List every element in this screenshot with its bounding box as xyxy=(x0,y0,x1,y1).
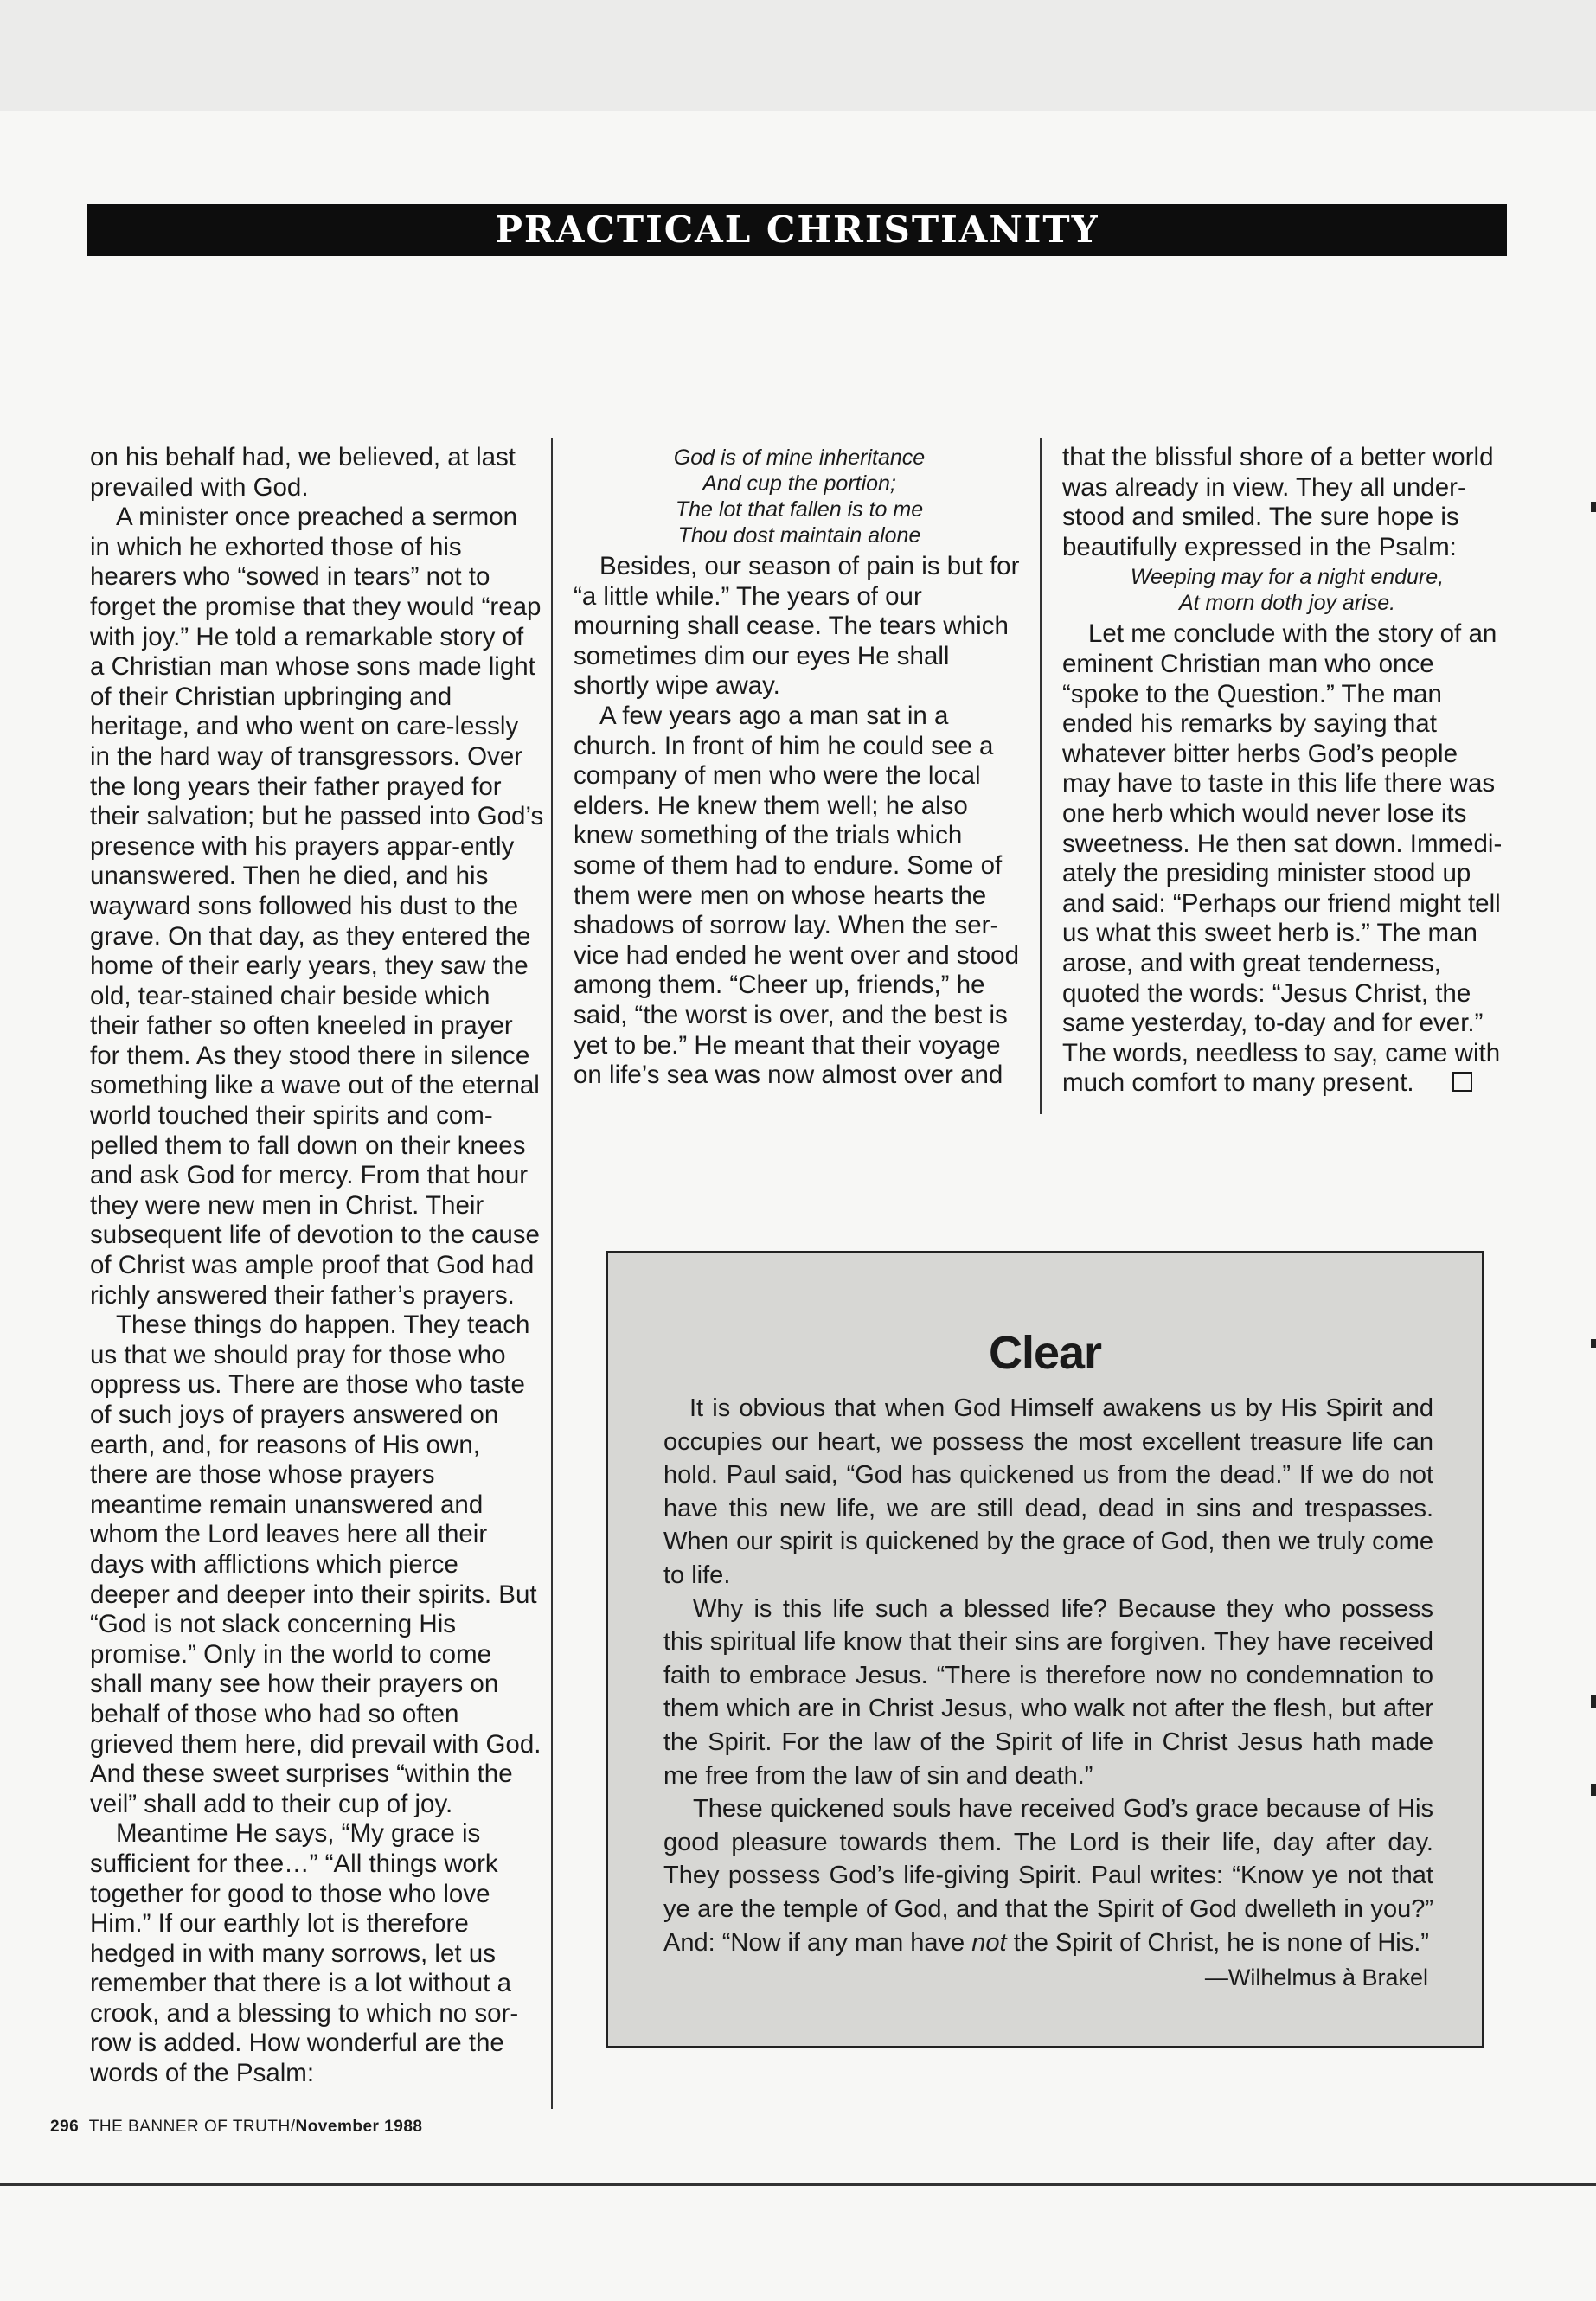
top-margin xyxy=(0,0,1596,111)
emphasis: not xyxy=(971,1928,1007,1957)
sidebar-paragraph: Why is this life such a blessed life? Because they who possess this spiritual life know that their sins are forgiven. They have received faith to embrace Jesus. “There is therefore now no condemnation to them which are in Christ Jesus, who walk not after the flesh, but after the Spirit. For the law of the Spirit of life in Christ Jesus hath made me free from the law of sin and death.” xyxy=(663,1594,1433,1790)
sidebar-body xyxy=(663,1392,1433,1959)
closing-text: Let me conclude with the story of an eminent Christian man who once “spoke to the Question.” The man ended his remarks by saying that whatever bitter herbs God’s people may have to taste in this life there was one herb which would never lose its sweetness. He then sat down. Immedi-ately the presiding minister stood up and said: “Perhaps our friend might tell us what this sweet herb is.” The man arose, and with great tenderness, quoted the words: “Jesus Christ, the same yesterday, to-day and for ever.” The words, needless to say, came with much comfort to many present. xyxy=(1062,619,1503,1098)
page-footer xyxy=(50,2118,422,2137)
page-number: 296 xyxy=(50,2118,80,2136)
article-column-3 xyxy=(1062,443,1512,1099)
scan-edge-mark xyxy=(1591,1695,1596,1708)
sidebar-attribution: —Wilhelmus à Brakel xyxy=(1204,1965,1428,1990)
sidebar-paragraph: These quickened souls have received God’s grace because of His good pleasure towards them. The Lord is their life, day after day. They possess God’s life-giving Spirit. Paul writes: “Know ye not that ye are the temple of God, and that the Spirit of God dwelleth in you?” And: “Now if any man have not the Spirit of Christ, he is none of His.” xyxy=(663,1795,1433,1957)
poem-line: At morn doth joy arise. xyxy=(1178,591,1396,616)
paragraph: A minister once preached a sermon in which he exhorted those of his hearers who “sowed in tears” not to forget the promise that they would “reap with joy.” He told a remarkable story of a Christian man whose sons made light of their Christian upbringing and heritage, and who went on care-lessly in the hard way of transgressors. Over the long years their father prayed for their salvation; but he passed into God’s presence with his prayers appar-ently unanswered. Then he died, and his wayward sons followed his dust to the grave. On that day, as they entered the home of their early years, they saw the old, tear-stained chair beside which their father so often kneeled in prayer for them. As they stood there in silence something like a wave out of the eternal world touched their spirits and com-pelled them to fall down on their knees and ask God for mercy. From that hour they were new men in Christ. Their subsequent life of devotion to the cause of Christ was ample proof that God had richly answered their father’s prayers. xyxy=(90,503,544,1310)
section-banner: PRACTICAL CHRISTIANITY xyxy=(87,204,1507,256)
psalm-quote xyxy=(574,445,1025,548)
paragraph: Besides, our season of pain is but for “a little while.” The years of our mourning shall cease. The tears which sometimes dim our eyes He shall shortly wipe away. xyxy=(574,552,1020,701)
issue-date: November 1988 xyxy=(295,2118,423,2136)
closing-paragraph xyxy=(1062,619,1512,1099)
poem-line: And cup the portion; xyxy=(702,471,896,496)
sidebar-title: Clear xyxy=(988,1327,1102,1379)
paragraph: A few years ago a man sat in a church. In front of him he could see a company of men who were the local elders. He knew them well; he also knew something of the trials which some of them had to endure. Some of them were men on whose hearts the shadows of sorrow lay. When the ser-vice had ended he went over and stood among them. “Cheer up, friends,” he said, “the worst is over, and the best is yet to be.” He meant that their voyage on life’s sea was now almost over and xyxy=(574,701,1019,1090)
paragraph: These things do happen. They teach us that we should pray for those who oppress us. There are those who taste of such joys of prayers answered on earth, and, for reasons of His own, there are those whose prayers meantime remain unanswered and whom the Lord leaves here all their days with afflictions which pierce deeper and deeper into their spirits. But “God is not slack concerning His promise.” Only in the world to come shall many see how their prayers on behalf of those who had so often grieved them here, did prevail with God. And these sweet surprises “within the veil” shall add to their cup of joy. xyxy=(90,1311,542,1818)
paragraph: that the blissful shore of a better world was already in view. They all under-stood and smiled. The sure hope is beautifully expressed in the Psalm: xyxy=(1062,443,1494,561)
column-divider xyxy=(1040,438,1042,1114)
poem-line: Thou dost maintain alone xyxy=(677,523,921,548)
end-of-article-icon xyxy=(1452,1072,1472,1092)
poem-line: God is of mine inheritance xyxy=(673,445,926,470)
poem-line: Weeping may for a night endure, xyxy=(1130,565,1445,590)
sidebar-paragraph: It is obvious that when God Himself awakens us by His Spirit and occupies our heart, we possess the most excellent treasure life can hold. Paul said, “God has quickened us from the dead.” If we do not have this new life, we are still dead, dead in sins and trespasses. When our spirit is quickened by the grace of God, then we truly come to life. xyxy=(663,1394,1433,1589)
sidebar-box xyxy=(606,1251,1484,2048)
scan-edge-mark xyxy=(1591,502,1596,512)
paragraph: Meantime He says, “My grace is sufficient for thee…” “All things work together for good to those who love Him.” If our earthly lot is therefore hedged in with many sorrows, let us remember that there is a lot without a crook, and a blessing to which no sor-row is added. How wonderful are the words of the Psalm: xyxy=(90,1819,519,2088)
paragraph: on his behalf had, we believed, at last prevailed with God. xyxy=(90,443,516,502)
scan-edge-mark xyxy=(1591,1784,1596,1796)
psalm-quote xyxy=(1062,564,1512,616)
article-column-2 xyxy=(574,443,1025,1091)
publication-name: THE BANNER OF TRUTH xyxy=(88,2118,291,2136)
column-divider xyxy=(551,438,553,2109)
bottom-rule xyxy=(0,2183,1596,2186)
scan-edge-mark xyxy=(1591,1339,1596,1348)
article-column-1 xyxy=(90,443,544,2089)
poem-line: The lot that fallen is to me xyxy=(675,497,924,522)
footer-separator: / xyxy=(290,2118,296,2136)
